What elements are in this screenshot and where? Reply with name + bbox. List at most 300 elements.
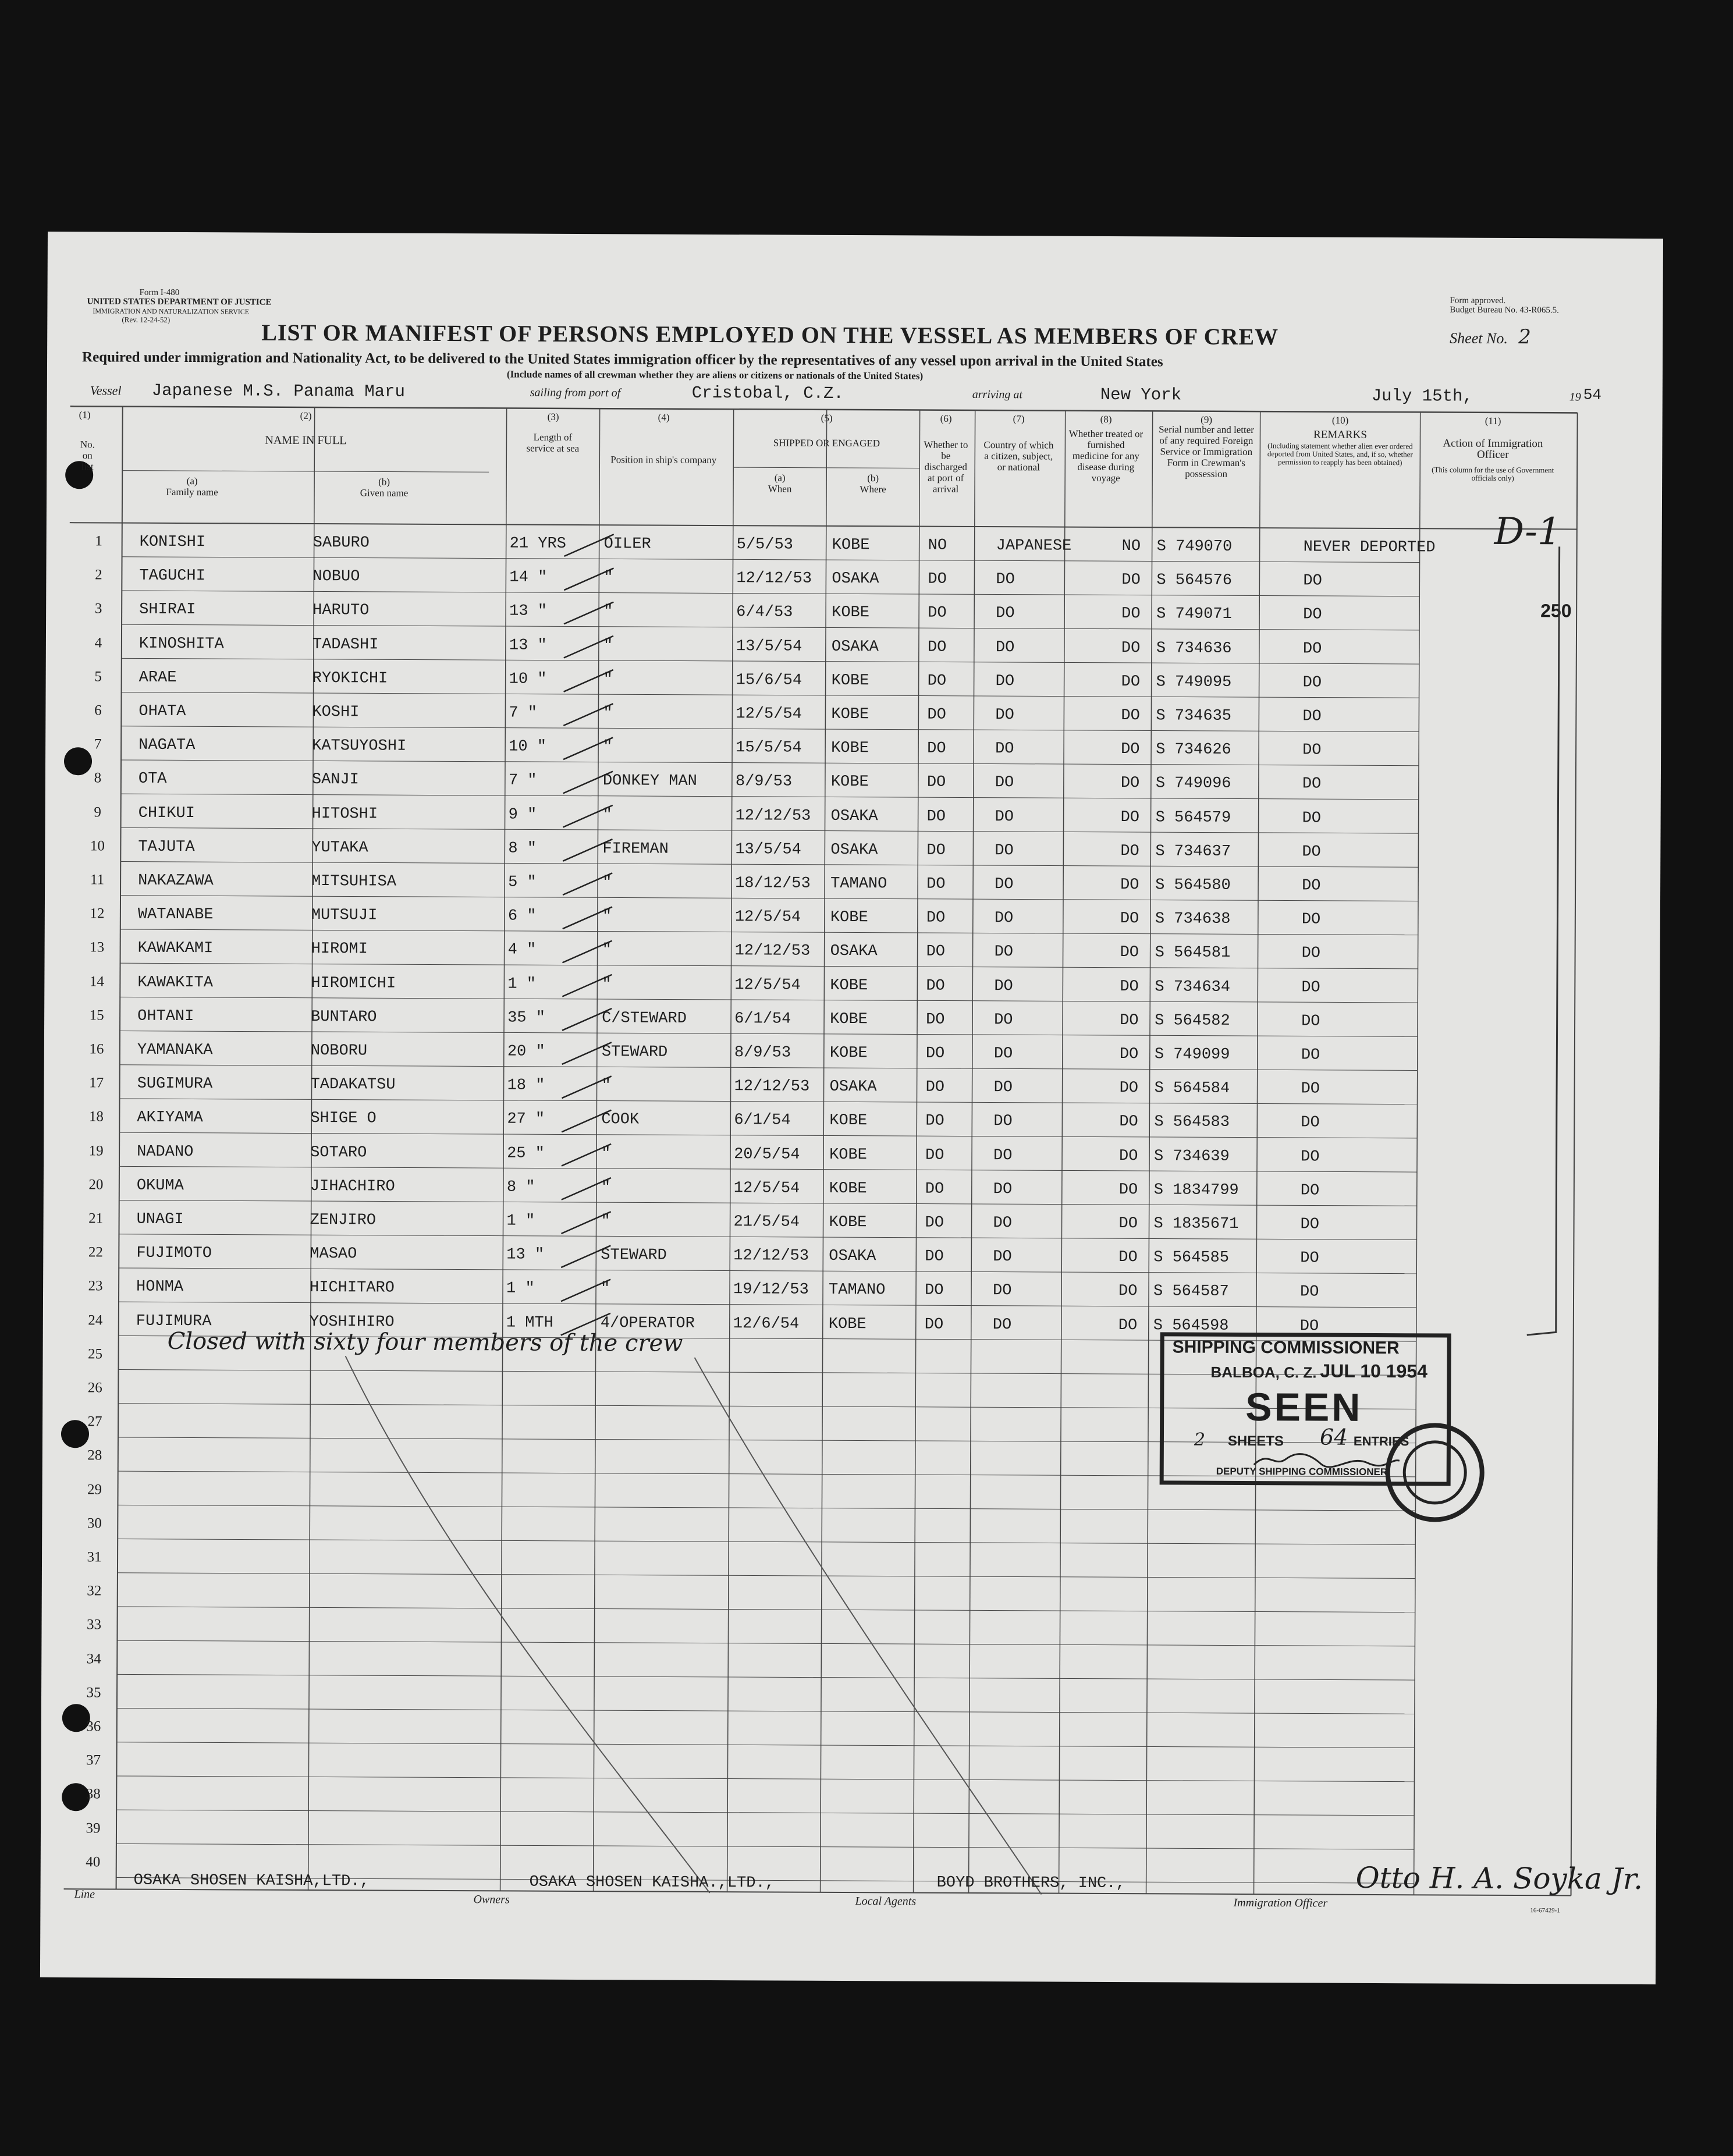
medicine-cell: DO (1120, 876, 1139, 894)
family-name-cell: SUGIMURA (137, 1075, 213, 1093)
remarks-cell: DO (1303, 572, 1322, 590)
form-number: Form I-480 (139, 287, 180, 297)
col10-num: (10) (1331, 414, 1349, 426)
serial-number-cell: S 734635 (1156, 707, 1232, 725)
medicine-cell: DO (1119, 1046, 1139, 1064)
discharge-cell: DO (927, 638, 947, 656)
service-length-cell: 35 " (507, 1009, 545, 1027)
medicine-cell: DO (1120, 842, 1139, 860)
service-length-cell: 27 " (507, 1110, 545, 1129)
row-number: 39 (86, 1820, 101, 1837)
remarks-cell: DO (1300, 1216, 1320, 1234)
row-number: 32 (87, 1583, 102, 1599)
row-number: 6 (94, 702, 102, 719)
position-cell: " (602, 874, 612, 892)
discharge-cell: DO (924, 1316, 944, 1334)
country-cell: DO (994, 910, 1014, 928)
stamp-title: SHIPPING COMMISSIONER (1172, 1337, 1400, 1358)
service-length-cell: 25 " (507, 1145, 545, 1163)
service-length-cell: 20 " (507, 1043, 545, 1061)
shipped-where-cell: KOBE (829, 1213, 867, 1232)
shipped-when-cell: 5/5/53 (736, 536, 793, 554)
row-number: 26 (87, 1380, 102, 1396)
position-cell: COOK (601, 1111, 640, 1129)
given-name-cell: MASAO (310, 1245, 357, 1263)
stamp-place: BALBOA, C. Z. (1210, 1363, 1317, 1381)
family-name-cell: TAGUCHI (139, 567, 205, 585)
col3-header: Length of service at sea (526, 431, 580, 454)
discharge-cell: DO (926, 875, 946, 893)
family-name-cell: NAKAZAWA (138, 872, 214, 890)
serial-number-cell: S 564587 (1153, 1283, 1229, 1301)
row-number: 27 (87, 1413, 102, 1430)
col5-header: SHIPPED OR ENGAGED (773, 437, 880, 449)
col11-header: Action of Immigration Officer (1443, 437, 1543, 461)
given-name-cell: SABURO (312, 534, 370, 552)
family-name-cell: WATANABE (137, 905, 214, 924)
medicine-cell: DO (1118, 1249, 1138, 1267)
serial-number-cell: S 564582 (1155, 1012, 1230, 1030)
family-name-cell: OHTANI (137, 1007, 194, 1025)
shipped-where-cell: KOBE (830, 909, 868, 927)
discharge-cell: DO (926, 943, 946, 961)
form-approved: Form approved. (1450, 296, 1506, 306)
given-name-cell: HIROMICHI (311, 974, 396, 993)
serial-number-cell: S 734636 (1156, 639, 1232, 658)
arriving-label: arriving at (972, 388, 1022, 402)
officer-signature: Otto H. A. Soyka Jr. (1355, 1860, 1643, 1896)
service-length-cell: 13 " (509, 602, 548, 621)
family-name-cell: FUJIMOTO (136, 1244, 212, 1263)
serial-number-cell: S 749095 (1156, 673, 1232, 691)
shipped-when-cell: 15/5/54 (736, 739, 802, 757)
service-name: IMMIGRATION AND NATURALIZATION SERVICE (93, 307, 250, 316)
service-length-cell: 10 " (509, 670, 547, 688)
shipped-where-cell: KOBE (829, 1180, 867, 1198)
position-cell: " (602, 942, 612, 960)
given-name-cell: MUTSUJI (311, 907, 378, 925)
service-length-cell: 1 " (506, 1280, 535, 1298)
given-name-cell: YUTAKA (311, 839, 368, 857)
stamp-sheets-number: 2 (1194, 1429, 1206, 1450)
discharge-cell: NO (928, 537, 947, 555)
given-name-cell: RYOKICHI (312, 669, 388, 688)
discharge-cell: DO (925, 1248, 944, 1266)
shipped-where-cell: OSAKA (830, 943, 878, 961)
given-name-cell: YOSHIHIRO (309, 1313, 395, 1331)
given-name-cell: TADAKATSU (310, 1076, 396, 1094)
discharge-cell: DO (926, 841, 946, 859)
serial-number-cell: S 749070 (1156, 538, 1233, 556)
stamp-seen: SEEN (1245, 1385, 1363, 1430)
discharge-cell: DO (927, 672, 947, 690)
revision: (Rev. 12-24-52) (122, 315, 171, 324)
given-name-cell: MITSUHISA (311, 872, 397, 891)
print-code: 16-67429-1 (1530, 1907, 1560, 1915)
serial-number-cell: S 734637 (1155, 843, 1231, 861)
shipped-when-cell: 6/1/54 (734, 1010, 791, 1028)
discharge-cell: DO (925, 1045, 945, 1063)
col2-header: NAME IN FULL (265, 434, 347, 447)
row-number: 23 (88, 1278, 103, 1294)
country-cell: DO (993, 1045, 1013, 1063)
arrival-port: New York (1100, 385, 1182, 405)
row-number: 24 (88, 1312, 103, 1329)
stamp-entries-number: 64 (1319, 1424, 1348, 1450)
shipped-where-cell: KOBE (832, 604, 870, 622)
given-name-cell: HARUTO (312, 602, 370, 620)
shipped-where-cell: KOBE (831, 705, 869, 724)
serial-number-cell: S 564576 (1156, 571, 1233, 590)
shipped-where-cell: KOBE (829, 1146, 867, 1164)
pencil-marks (40, 232, 1663, 1984)
annotation-count: 250 (1540, 600, 1572, 621)
remarks-cell: DO (1302, 843, 1321, 861)
service-length-cell: 9 " (508, 806, 537, 824)
remarks-cell: DO (1302, 741, 1322, 759)
discharge-cell: DO (927, 740, 946, 758)
medicine-cell: DO (1120, 978, 1139, 996)
position-cell: " (603, 705, 613, 723)
family-name-cell: KONISHI (139, 533, 206, 552)
medicine-cell: DO (1121, 571, 1141, 589)
year-prefix: 19 (1569, 390, 1581, 404)
medicine-cell: DO (1120, 944, 1139, 962)
discharge-cell: DO (925, 1078, 945, 1096)
shipped-when-cell: 12/5/54 (734, 976, 801, 994)
port-seal (1385, 1423, 1485, 1522)
service-length-cell: 13 " (509, 637, 547, 655)
row-number: 22 (88, 1244, 103, 1260)
family-name-cell: OKUMA (136, 1177, 184, 1195)
given-name-cell: HITOSHI (311, 805, 378, 823)
col2-num: (2) (300, 410, 312, 421)
country-cell: DO (995, 841, 1014, 860)
service-length-cell: 21 YRS (509, 535, 566, 553)
medicine-cell: DO (1118, 1283, 1138, 1301)
stamp-sheets-label: SHEETS (1227, 1433, 1284, 1450)
row-number: 36 (86, 1718, 101, 1735)
shipped-when-cell: 20/5/54 (734, 1145, 800, 1164)
family-name-cell: OHATA (139, 702, 186, 721)
country-cell: DO (993, 1146, 1013, 1164)
family-name-cell: AKIYAMA (137, 1109, 203, 1127)
stamp-date: JUL 10 1954 (1320, 1360, 1427, 1382)
officer-label: Immigration Officer (1233, 1896, 1328, 1910)
page-title: LIST OR MANIFEST OF PERSONS EMPLOYED ON THE VESSEL AS MEMBERS OF CREW (261, 319, 1279, 350)
col10-note: (Including statement whether alien ever ordered deported from United States, and, if so, whether permission to reapply has been obtained) (1267, 441, 1413, 467)
medicine-cell: DO (1120, 808, 1140, 826)
position-cell: OILER (603, 535, 651, 553)
remarks-cell: DO (1301, 979, 1320, 997)
annotation-d1: D-1 (1494, 510, 1561, 554)
country-cell: DO (992, 1316, 1012, 1334)
shipped-where-cell: OSAKA (830, 841, 878, 859)
shipped-where-cell: OSAKA (830, 807, 878, 825)
remarks-cell: DO (1301, 1013, 1320, 1031)
stamp-entries-label: ENTRIES (1353, 1433, 1409, 1449)
shipped-where-cell: OSAKA (832, 570, 879, 588)
col7-header: Country of which a citizen, subject, or national (983, 439, 1054, 473)
col4-header: Position in ship's company (610, 454, 717, 466)
shipped-where-cell: KOBE (831, 672, 869, 690)
col11-note: (This column for the use of Government officials only) (1432, 465, 1554, 482)
discharge-cell: DO (926, 977, 945, 995)
position-cell: STEWARD (601, 1043, 668, 1061)
col8-header: Whether treated or furnished medicine for any disease during voyage (1068, 428, 1144, 484)
row-number: 16 (89, 1041, 104, 1057)
row-number: 1 (95, 533, 102, 549)
remarks-cell: DO (1300, 1283, 1319, 1301)
col8-num: (8) (1100, 413, 1112, 425)
serial-number-cell: S 1835671 (1153, 1215, 1239, 1233)
remarks-cell: DO (1300, 1182, 1320, 1200)
position-cell: " (601, 1178, 611, 1197)
manifest-sheet (40, 232, 1663, 1984)
serial-number-cell: S 734634 (1155, 978, 1231, 996)
shipped-when-cell: 12/12/53 (733, 1247, 809, 1265)
row-number: 30 (87, 1515, 102, 1532)
row-number: 8 (94, 770, 102, 786)
shipped-where-cell: KOBE (830, 1010, 868, 1028)
shipped-where-cell: KOBE (831, 740, 869, 758)
row-number: 37 (86, 1752, 101, 1768)
country-cell: DO (993, 1248, 1012, 1266)
remarks-cell: DO (1301, 911, 1321, 929)
discharge-cell: DO (926, 909, 946, 927)
row-number: 19 (88, 1142, 104, 1159)
row-number: 17 (89, 1075, 104, 1091)
remarks-cell: DO (1301, 1080, 1320, 1098)
medicine-cell: DO (1121, 741, 1140, 759)
country-cell: DO (995, 706, 1014, 724)
remarks-cell: DO (1302, 775, 1322, 793)
country-cell: JAPANESE (996, 537, 1072, 555)
position-cell: " (603, 603, 613, 621)
shipped-where-cell: TAMANO (829, 1281, 886, 1299)
position-cell: " (603, 670, 613, 689)
country-cell: DO (994, 943, 1014, 961)
row-number: 9 (94, 804, 101, 821)
col2a-header: (a) Family name (166, 475, 218, 498)
remarks-cell: DO (1302, 674, 1322, 692)
given-name-cell: JIHACHIRO (310, 1177, 395, 1196)
position-cell: " (601, 1213, 610, 1231)
include-note: (Include names of all crewman whether they are aliens or citizens or nationals of the United States) (506, 368, 924, 382)
family-name-cell: TAJUTA (138, 838, 195, 856)
service-length-cell: 14 " (509, 569, 548, 587)
given-name-cell: HICHITARO (310, 1279, 395, 1298)
family-name-cell: KAWAKITA (137, 974, 214, 992)
remarks-cell: NEVER DEPORTED (1303, 538, 1436, 557)
given-name-cell: BUNTARO (311, 1008, 377, 1027)
position-cell: 4/OPERATOR (600, 1314, 695, 1333)
row-number: 33 (86, 1617, 102, 1633)
year: 54 (1583, 386, 1602, 404)
row-number: 2 (95, 567, 102, 583)
shipped-when-cell: 8/9/53 (734, 1044, 791, 1062)
family-name-cell: KAWAKAMI (137, 940, 214, 958)
given-name-cell: SHIGE O (310, 1110, 377, 1128)
col6-num: (6) (940, 413, 952, 424)
country-cell: DO (996, 571, 1015, 589)
service-length-cell: 1 MTH (506, 1314, 553, 1332)
country-cell: DO (994, 977, 1013, 995)
family-name-cell: NAGATA (139, 736, 196, 755)
row-number: 14 (89, 973, 104, 990)
shipped-where-cell: KOBE (830, 976, 868, 994)
row-number: 31 (87, 1549, 102, 1565)
row-number: 3 (94, 601, 102, 617)
row-number: 15 (89, 1007, 104, 1024)
col5a-header: (a) When (768, 472, 792, 495)
country-cell: DO (995, 808, 1014, 826)
departure-port: Cristobal, C.Z. (691, 383, 844, 403)
serial-number-cell: S 564583 (1154, 1113, 1230, 1132)
medicine-cell: DO (1118, 1215, 1138, 1233)
family-name-cell: NADANO (137, 1143, 194, 1161)
given-name-cell: SOTARO (310, 1143, 367, 1162)
sheet-label: Sheet No. (1450, 329, 1508, 347)
shipped-when-cell: 19/12/53 (733, 1281, 809, 1299)
medicine-cell: DO (1120, 775, 1140, 793)
service-length-cell: 8 " (506, 1178, 535, 1196)
col10-header: REMARKS (1313, 428, 1367, 441)
family-name-cell: FUJIMURA (136, 1312, 212, 1330)
service-length-cell: 10 " (509, 738, 547, 756)
sheet-number: 2 (1518, 325, 1531, 349)
medicine-cell: DO (1118, 1181, 1138, 1199)
service-length-cell: 4 " (507, 941, 537, 960)
family-name-cell: OTA (138, 770, 167, 788)
discharge-cell: DO (925, 1214, 944, 1232)
medicine-cell: DO (1120, 910, 1139, 928)
stamp-signature-label: DEPUTY SHIPPING COMMISSIONER (1216, 1465, 1388, 1478)
col6-header: Whether to be discharged at port of arrival (924, 439, 968, 495)
row-number: 28 (87, 1447, 102, 1464)
vessel-label: Vessel (90, 383, 122, 398)
shipped-when-cell: 12/5/54 (736, 705, 802, 723)
col1-num: (1) (79, 409, 91, 421)
col5-num: (5) (821, 412, 833, 424)
shipped-when-cell: 12/12/53 (734, 942, 811, 961)
agents-label: Local Agents (855, 1895, 917, 1908)
shipped-where-cell: KOBE (832, 536, 870, 555)
col1-header: No. on list (80, 439, 95, 473)
shipped-when-cell: 12/6/54 (733, 1315, 800, 1333)
remarks-cell: DO (1301, 944, 1321, 962)
given-name-cell: TADASHI (312, 635, 379, 654)
line-value: OSAKA SHOSEN KAISHA,LTD., (133, 1871, 370, 1891)
agents-value: BOYD BROTHERS, INC., (936, 1874, 1125, 1893)
discharge-cell: DO (926, 773, 946, 792)
serial-number-cell: S 564581 (1155, 944, 1231, 962)
sailing-label: sailing from port of (530, 386, 621, 400)
given-name-cell: HIROMI (311, 940, 368, 958)
remarks-cell: DO (1301, 1114, 1320, 1132)
row-number: 21 (88, 1210, 104, 1227)
given-name-cell: ZENJIRO (310, 1211, 377, 1230)
budget-bureau: Budget Bureau No. 43-R065.5. (1450, 305, 1559, 315)
col7-num: (7) (1013, 413, 1025, 425)
service-length-cell: 1 " (507, 975, 537, 993)
row-number: 35 (86, 1685, 101, 1701)
position-cell: C/STEWARD (602, 1009, 687, 1028)
shipped-when-cell: 18/12/53 (735, 875, 811, 893)
remarks-cell: DO (1302, 640, 1322, 658)
row-number: 18 (88, 1109, 104, 1125)
col9-num: (9) (1201, 414, 1213, 425)
shipped-when-cell: 13/5/54 (736, 637, 802, 656)
country-cell: DO (995, 740, 1014, 758)
remarks-cell: DO (1301, 1148, 1320, 1166)
col2b-header: (b) Given name (360, 476, 409, 499)
country-cell: DO (993, 1113, 1013, 1131)
vessel-name: Japanese M.S. Panama Maru (151, 381, 405, 402)
position-cell: FIREMAN (602, 840, 669, 858)
service-length-cell: 7 " (509, 704, 538, 722)
service-length-cell: 7 " (508, 772, 537, 790)
row-number: 7 (94, 736, 102, 752)
medicine-cell: DO (1121, 639, 1141, 657)
discharge-cell: DO (925, 1281, 944, 1300)
country-cell: DO (993, 1214, 1013, 1232)
country-cell: DO (993, 1282, 1012, 1300)
remarks-cell: DO (1301, 1046, 1320, 1064)
service-length-cell: 1 " (506, 1212, 535, 1230)
row-number: 34 (86, 1650, 101, 1667)
service-length-cell: 18 " (507, 1077, 545, 1095)
given-name-cell: KATSUYOSHI (312, 737, 407, 755)
medicine-cell: DO (1118, 1316, 1138, 1334)
serial-number-cell: S 564584 (1154, 1079, 1230, 1098)
remarks-cell: DO (1302, 877, 1321, 895)
serial-number-cell: S 564585 (1153, 1249, 1230, 1267)
shipped-when-cell: 12/12/53 (735, 807, 811, 825)
shipped-when-cell: 12/5/54 (734, 908, 801, 926)
service-length-cell: 8 " (508, 840, 537, 858)
medicine-cell: NO (1121, 538, 1141, 556)
row-number: 29 (87, 1481, 102, 1498)
row-number: 10 (90, 838, 105, 854)
shipped-when-cell: 6/1/54 (734, 1111, 791, 1129)
given-name-cell: KOSHI (312, 703, 360, 722)
medicine-cell: DO (1121, 673, 1141, 691)
discharge-cell: DO (927, 706, 946, 724)
subtitle: Required under immigration and Nationality Act, to be delivered to the United States immigration officer by the representatives of any vessel upon arrival in the United States (82, 349, 1163, 370)
position-cell: " (601, 1077, 611, 1095)
col9-header: Serial number and letter of any required Foreign Service or Immigration Form in Crewman's possession (1159, 424, 1254, 479)
discharge-cell: DO (926, 808, 946, 826)
medicine-cell: DO (1120, 1011, 1139, 1029)
service-length-cell: 5 " (508, 873, 537, 891)
remarks-cell: DO (1303, 606, 1322, 624)
family-name-cell: ARAE (139, 669, 177, 687)
serial-number-cell: S 564579 (1155, 808, 1231, 827)
col11-num: (11) (1485, 415, 1501, 427)
shipped-when-cell: 12/12/53 (736, 570, 812, 588)
medicine-cell: DO (1121, 605, 1141, 623)
serial-number-cell: S 749071 (1156, 605, 1232, 624)
shipped-when-cell: 13/5/54 (735, 840, 801, 859)
given-name-cell: NOBUO (312, 568, 360, 586)
remarks-cell: DO (1299, 1317, 1319, 1335)
position-cell: " (603, 637, 613, 655)
family-name-cell: SHIRAI (139, 601, 196, 619)
row-number: 38 (86, 1786, 101, 1802)
medicine-cell: DO (1119, 1147, 1138, 1165)
shipped-when-cell: 12/5/54 (733, 1179, 800, 1198)
